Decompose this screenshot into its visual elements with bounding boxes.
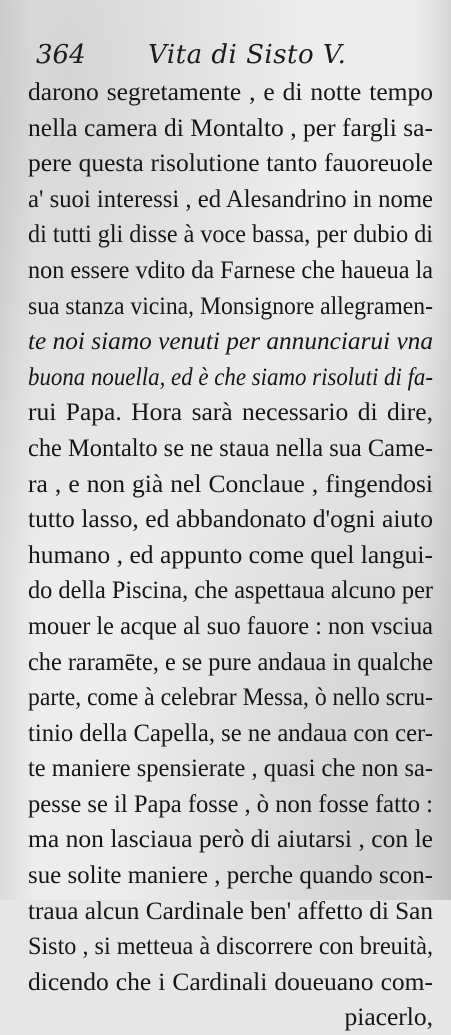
text-line: dicendo che i Cardinali doueuano com- [28, 966, 433, 996]
text-line: che raramēte, e se pure andaua in qualche [28, 646, 434, 676]
text-line: piacerlo, [344, 1002, 433, 1032]
text-line: a' suoi interessi , ed Alesandrino in nome [28, 183, 434, 213]
text-line: Sisto , si metteua à discorrere con breuità, [28, 931, 434, 961]
text-line: traua alcun Cardinale ben' affetto di San [28, 895, 434, 925]
running-title: Vita di Sisto V. [148, 40, 347, 70]
text-line: do della Piscina, che aspettaua alcuno per [28, 575, 433, 605]
text-line: ra , e non già nel Conclaue , fingendosi [28, 468, 433, 498]
body-text [28, 74, 433, 1035]
text-line: ma non lasciaua però di aiutarsi , con le [28, 824, 433, 854]
text-line: te noi siamo venuti per annunciarui vna [28, 326, 434, 356]
text-line: non essere vdito da Farnese che haueua la [28, 254, 434, 284]
text-line: darono segretamente , e di notte tempo [28, 77, 433, 106]
text-line: pesse se il Papa fosse , ò non fosse fatto : [28, 788, 434, 818]
text-line: che Montalto se ne staua nella sua Came- [28, 432, 433, 462]
text-line: tinio della Capella, se ne andaua con cer- [28, 717, 433, 747]
text-line: pere questa risolutione tanto fauoreuole [28, 148, 433, 178]
text-line: parte, come à celebrar Messa, ò nello scru- [28, 682, 433, 712]
text-line: humano , ed appunto come quel langui- [28, 539, 433, 569]
text-line: di tutti gli disse à voce bassa, per dubio di [28, 219, 434, 249]
text-line: nella camera di Montalto , per fargli sa- [28, 112, 433, 142]
text-line: rui Papa. Hora sarà necessario di dire, [28, 397, 433, 427]
page-number: 364 [36, 40, 86, 70]
text-line: te maniere spensierate , quasi che non sa- [28, 753, 433, 783]
text-line: tutto lasso, ed abbandonato d'ogni aiuto [28, 504, 433, 534]
text-line: sue solite maniere , perche quando scon- [28, 860, 433, 890]
page-header [36, 38, 427, 72]
text-line: sua stanza vicina, Monsignore allegramen- [28, 290, 433, 320]
text-line: mouer le acque al suo fauore : non vsciua [28, 610, 434, 640]
text-line: buona nouella, ed è che siamo risoluti di fa- [28, 361, 434, 391]
